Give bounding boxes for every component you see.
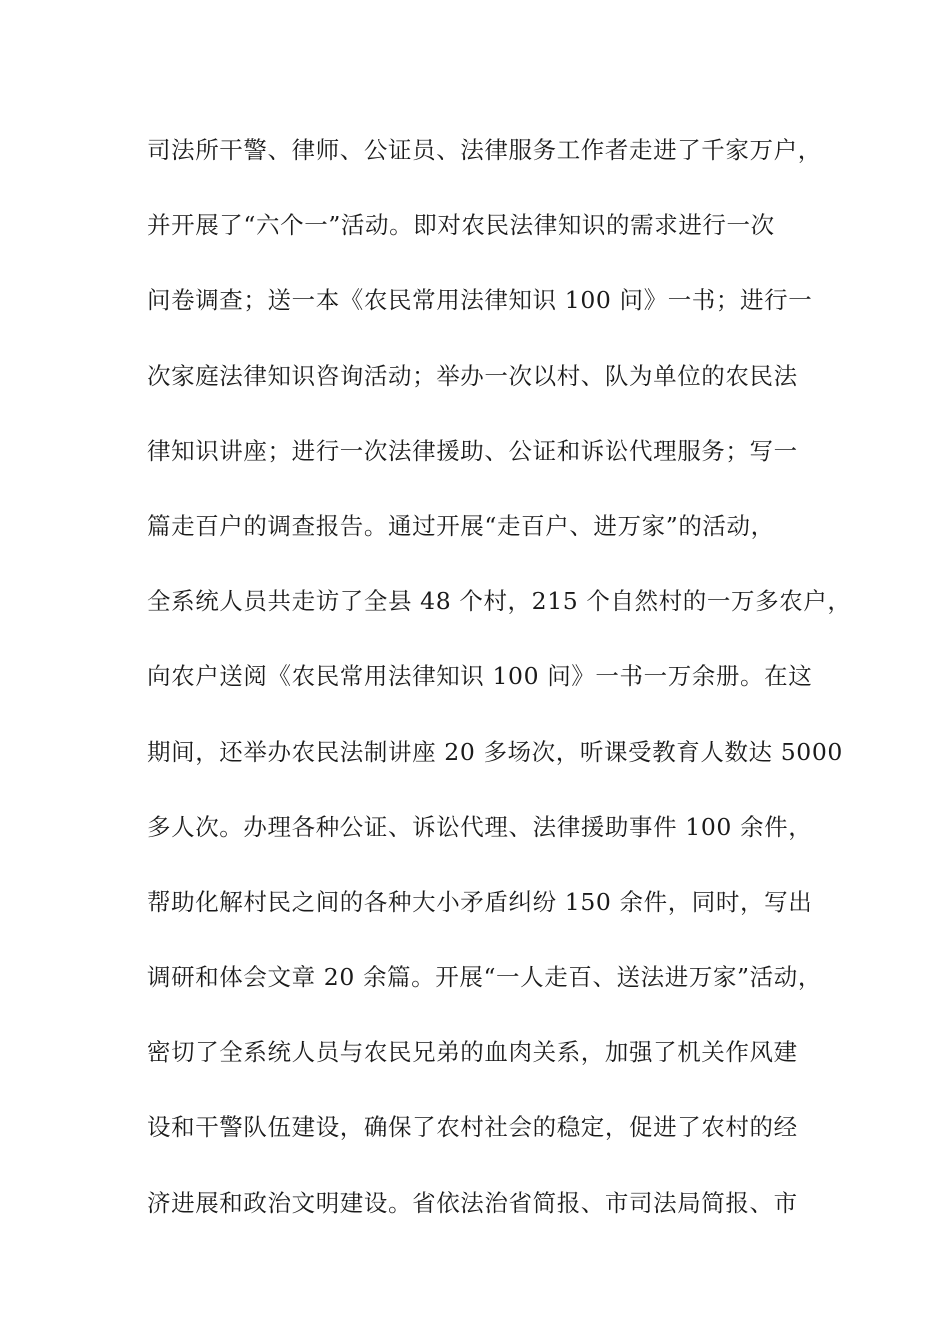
- text-line: 司法所干警、律师、公证员、法律服务工作者走进了千家万户，: [147, 136, 822, 164]
- text-line: 全系统人员共走访了全县 48 个村，215 个自然村的一万多农户，: [147, 587, 852, 616]
- text-line: 调研和体会文章 20 余篇。开展“一人走百、送法进万家”活动，: [147, 963, 822, 992]
- text-line: 密切了全系统人员与农民兄弟的血肉关系，加强了机关作风建: [147, 1038, 798, 1067]
- text-line: 设和干警队伍建设，确保了农村社会的稳定，促进了农村的经: [147, 1113, 798, 1142]
- text-line: 多人次。办理各种公证、诉讼代理、法律援助事件 100 余件，: [147, 812, 813, 841]
- text-line: 济进展和政治文明建设。省依法治省简报、市司法局简报、市: [147, 1188, 798, 1217]
- text-line: 次家庭法律知识咨询活动；举办一次以村、队为单位的农民法: [147, 361, 798, 390]
- text-line: 律知识讲座；进行一次法律援助、公证和诉讼代理服务；写一: [147, 436, 798, 465]
- text-line: 篇走百户的调查报告。通过开展“走百户、进万家”的活动，: [147, 511, 775, 540]
- text-line: 期间，还举办农民法制讲座 20 多场次，听课受教育人数达 5000: [147, 737, 843, 766]
- text-line: 帮助化解村民之间的各种大小矛盾纠纷 150 余件，同时，写出: [147, 887, 813, 916]
- body-paragraph: [147, 130, 852, 1258]
- text-line: 问卷调查；送一本《农民常用法律知识 100 问》一书；进行一: [147, 286, 813, 315]
- text-line: 向农户送阅《农民常用法律知识 100 问》一书一万余册。在这: [147, 662, 813, 691]
- text-line: 并开展了“六个一”活动。即对农民法律知识的需求进行一次: [147, 211, 775, 240]
